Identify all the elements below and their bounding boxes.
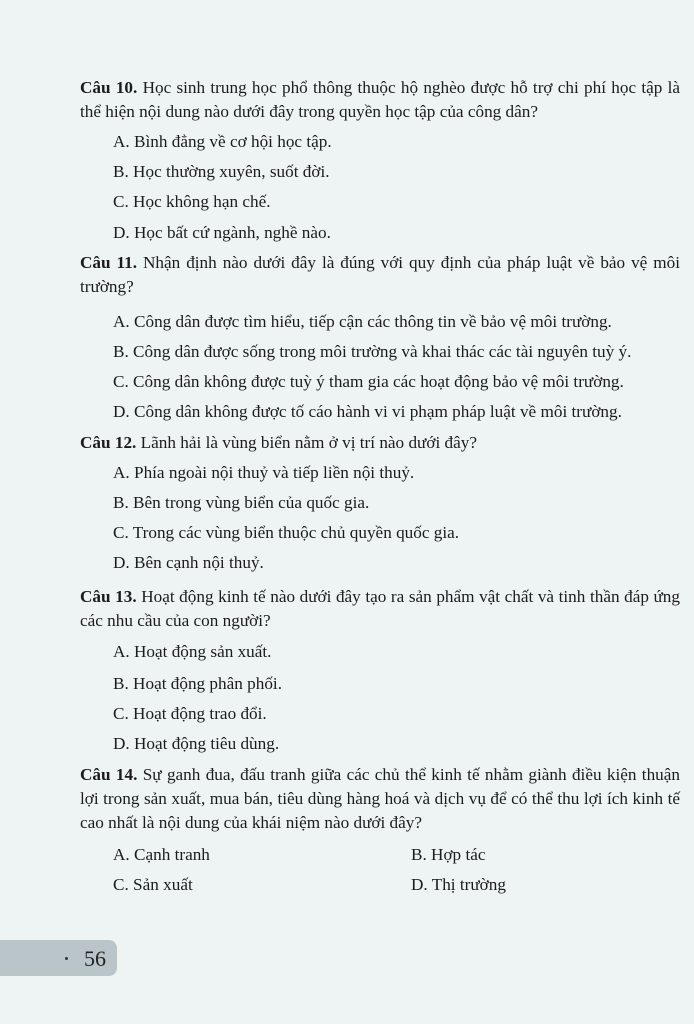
question-14 xyxy=(80,763,680,894)
question-stem xyxy=(80,76,680,124)
option-c: C. Trong các vùng biển thuộc chủ quyền quốc gia. xyxy=(113,523,460,542)
option-b: B. Hợp tác xyxy=(411,845,486,864)
question-text: Hoạt động kinh tế nào dưới đây tạo ra sản phẩm vật chất và tinh thần đáp ứng các nhu cầu của con người? xyxy=(80,587,680,630)
question-text: Sự ganh đua, đấu tranh giữa các chủ thể kinh tế nhằm giành điều kiện thuận lợi trong sản xuất, mua bán, tiêu dùng hàng hoá và dịch vụ để có thể thu lợi ích kinh tế cao nhất là nội dung của khái niệm nào dưới đây? xyxy=(80,765,680,832)
bullet-dot-icon xyxy=(65,957,68,960)
option-c: C. Học không hạn chế. xyxy=(113,192,271,211)
question-label: Câu 13. xyxy=(80,587,137,606)
option-b: B. Học thường xuyên, suốt đời. xyxy=(113,162,330,181)
question-text: Nhận định nào dưới đây là đúng với quy định của pháp luật về bảo vệ môi trường? xyxy=(80,253,680,296)
question-label: Câu 11. xyxy=(80,253,138,272)
option-a: A. Cạnh tranh xyxy=(113,845,210,864)
option-a: A. Bình đẳng về cơ hội học tập. xyxy=(113,132,332,151)
question-text: Học sinh trung học phổ thông thuộc hộ nghèo được hỗ trợ chi phí học tập là thể hiện nội dung nào dưới đây trong quyền học tập của công dân? xyxy=(80,78,680,121)
option-b: B. Công dân được sống trong môi trường và khai thác các tài nguyên tuỳ ý. xyxy=(113,342,632,361)
page-number-badge xyxy=(0,940,117,976)
option-a: A. Hoạt động sản xuất. xyxy=(113,642,272,661)
question-10 xyxy=(80,76,680,242)
question-label: Câu 12. xyxy=(80,433,137,452)
option-c: C. Hoạt động trao đổi. xyxy=(113,704,267,723)
option-a: A. Công dân được tìm hiểu, tiếp cận các thông tin về bảo vệ môi trường. xyxy=(113,312,612,331)
option-c: C. Công dân không được tuỳ ý tham gia các hoạt động bảo vệ môi trường. xyxy=(113,372,624,391)
option-d: D. Học bất cứ ngành, nghề nào. xyxy=(113,223,331,242)
question-11 xyxy=(80,251,680,421)
question-stem xyxy=(80,431,680,455)
question-13 xyxy=(80,585,680,753)
option-c: C. Sản xuất xyxy=(113,875,193,894)
option-a: A. Phía ngoài nội thuỷ và tiếp liền nội thuỷ. xyxy=(113,463,415,482)
option-b: B. Hoạt động phân phối. xyxy=(113,674,282,693)
question-stem xyxy=(80,763,680,835)
question-stem xyxy=(80,585,680,633)
question-stem xyxy=(80,251,680,299)
question-label: Câu 14. xyxy=(80,765,138,784)
question-label: Câu 10. xyxy=(80,78,138,97)
option-d: D. Thị trường xyxy=(411,875,506,894)
page-number: 56 xyxy=(84,946,106,971)
option-d: D. Bên cạnh nội thuỷ. xyxy=(113,553,264,572)
option-b: B. Bên trong vùng biển của quốc gia. xyxy=(113,493,370,512)
question-12 xyxy=(80,431,680,572)
question-text: Lãnh hải là vùng biển nằm ở vị trí nào dưới đây? xyxy=(140,433,477,452)
option-d: D. Hoạt động tiêu dùng. xyxy=(113,734,280,753)
option-d: D. Công dân không được tố cáo hành vi vi phạm pháp luật về môi trường. xyxy=(113,402,622,421)
